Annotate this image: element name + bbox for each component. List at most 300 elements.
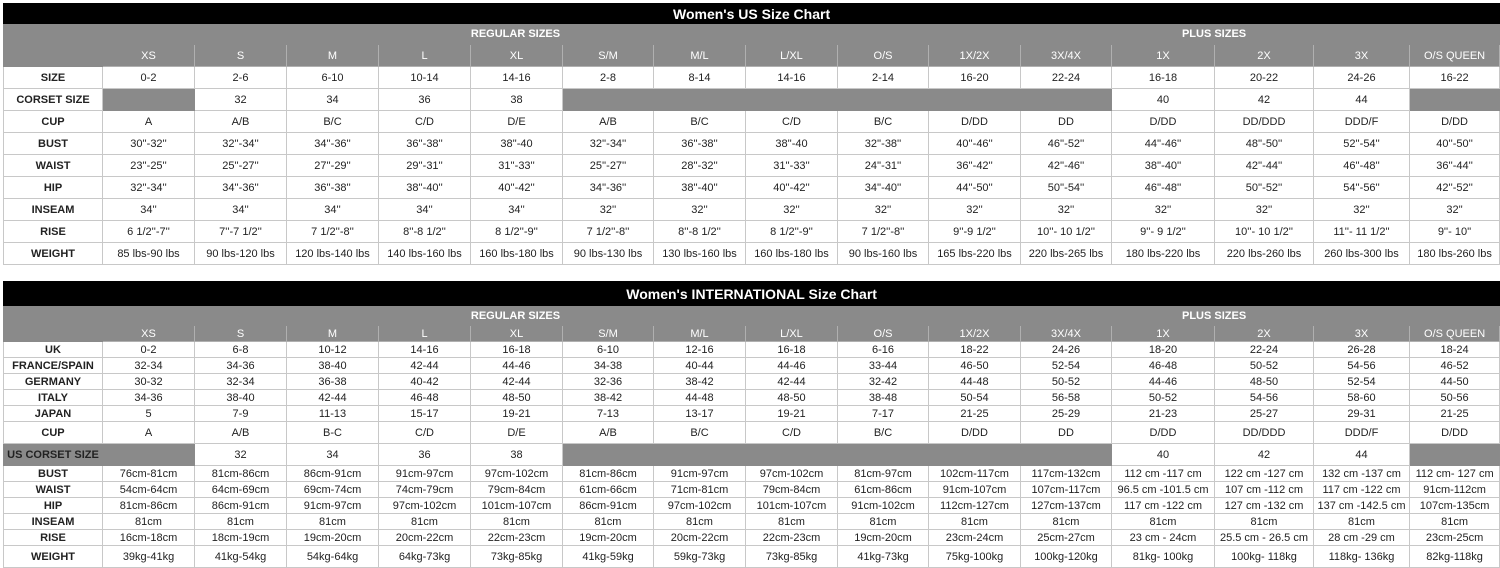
row-label-waist: WAIST — [4, 482, 103, 498]
table-cell: 32'' — [563, 199, 654, 221]
table-cell: 31''-33'' — [471, 155, 563, 177]
table-cell: DDD/F — [1314, 422, 1410, 444]
table-cell: 20cm-22cm — [654, 530, 746, 546]
table-cell: 81cm — [1314, 514, 1410, 530]
table-cell: 26-28 — [1314, 342, 1410, 358]
table-cell: 44-46 — [471, 358, 563, 374]
table-cell — [929, 89, 1021, 111]
table-cell — [1021, 89, 1112, 111]
table-cell: D/DD — [929, 422, 1021, 444]
table-cell: D/E — [471, 422, 563, 444]
size-header-m: M — [287, 326, 379, 342]
table-cell: 97cm-102cm — [746, 466, 838, 482]
row-label-size: SIZE — [4, 67, 103, 89]
size-header-s-m: S/M — [563, 45, 654, 67]
table-cell: 42-44 — [471, 374, 563, 390]
table-cell: 32'' — [838, 199, 929, 221]
table-cell: 56-58 — [1021, 390, 1112, 406]
table-cell: 81cm — [471, 514, 563, 530]
table-cell: 42-44 — [287, 390, 379, 406]
table-cell: 38-42 — [654, 374, 746, 390]
table-cell: 8-14 — [654, 67, 746, 89]
table-cell: A/B — [563, 111, 654, 133]
table-cell: 32'' — [654, 199, 746, 221]
table-cell: 50-52 — [1112, 390, 1215, 406]
table-cell: 25''-27'' — [563, 155, 654, 177]
table-cell: 34'' — [103, 199, 195, 221]
table-row — [4, 133, 1500, 155]
table-cell: 81cm — [195, 514, 287, 530]
size-header-l-xl: L/XL — [746, 326, 838, 342]
table-cell: 21-23 — [1112, 406, 1215, 422]
table-cell: 46-50 — [929, 358, 1021, 374]
table-cell: 29-31 — [1314, 406, 1410, 422]
size-header-1x: 1X — [1112, 326, 1215, 342]
table-cell: 2-6 — [195, 67, 287, 89]
table-cell: 81cm — [103, 514, 195, 530]
table-cell: 7 1/2''-8'' — [838, 221, 929, 243]
table-cell: 22-24 — [1021, 67, 1112, 89]
size-header-2x: 2X — [1215, 326, 1314, 342]
table-cell: 25.5 cm - 26.5 cm — [1215, 530, 1314, 546]
row-label-corset-size: CORSET SIZE — [4, 89, 103, 111]
table-cell: 22cm-23cm — [746, 530, 838, 546]
table-cell: 81cm — [1021, 514, 1112, 530]
table-row — [4, 111, 1500, 133]
table-cell: 38-42 — [563, 390, 654, 406]
table-cell: 102cm-117cm — [929, 466, 1021, 482]
table-cell: 32'' — [929, 199, 1021, 221]
table-cell: 73kg-85kg — [471, 546, 563, 568]
table-cell: 44''-50'' — [929, 177, 1021, 199]
table-cell: C/D — [746, 111, 838, 133]
table-cell: 18cm-19cm — [195, 530, 287, 546]
table-cell: 23cm-25cm — [1410, 530, 1500, 546]
table-cell: 8''-8 1/2'' — [654, 221, 746, 243]
table-cell: 59kg-73kg — [654, 546, 746, 568]
table-row — [4, 243, 1500, 265]
table-cell: A/B — [195, 111, 287, 133]
table-cell: 11''- 11 1/2'' — [1314, 221, 1410, 243]
table-cell: 48-50 — [471, 390, 563, 406]
table-cell: 50''-54'' — [1021, 177, 1112, 199]
table-cell: 54''-56'' — [1314, 177, 1410, 199]
row-label-cup: CUP — [4, 422, 103, 444]
intl-chart-title: Women's INTERNATIONAL Size Chart — [4, 282, 1500, 306]
table-cell: 140 lbs-160 lbs — [379, 243, 471, 265]
table-cell: 97cm-102cm — [379, 498, 471, 514]
table-cell: 19cm-20cm — [563, 530, 654, 546]
table-cell: 64kg-73kg — [379, 546, 471, 568]
table-cell: 18-20 — [1112, 342, 1215, 358]
table-cell: 7-9 — [195, 406, 287, 422]
table-cell: 40''-42'' — [471, 177, 563, 199]
table-cell: 7 1/2''-8'' — [287, 221, 379, 243]
table-cell: 180 lbs-260 lbs — [1410, 243, 1500, 265]
table-cell: 44 — [1314, 89, 1410, 111]
size-header-m-l: M/L — [654, 45, 746, 67]
size-header-o-s: O/S — [838, 45, 929, 67]
table-cell: 34-38 — [563, 358, 654, 374]
row-label-us-corset-size: US CORSET SIZE — [4, 444, 103, 466]
table-cell: 14-16 — [746, 67, 838, 89]
table-row — [4, 342, 1500, 358]
table-cell: 28 cm -29 cm — [1314, 530, 1410, 546]
row-label-bust: BUST — [4, 133, 103, 155]
table-cell: DD/DDD — [1215, 111, 1314, 133]
table-cell: 40 — [1112, 89, 1215, 111]
row-label-rise: RISE — [4, 530, 103, 546]
table-cell: 64cm-69cm — [195, 482, 287, 498]
size-header-s-m: S/M — [563, 326, 654, 342]
table-cell: 100kg-120kg — [1021, 546, 1112, 568]
row-label-hip: HIP — [4, 498, 103, 514]
table-cell: 32''-34'' — [563, 133, 654, 155]
table-cell: 46''-52'' — [1021, 133, 1112, 155]
table-cell: 0-2 — [103, 342, 195, 358]
table-cell: 24''-31'' — [838, 155, 929, 177]
table-cell: B/C — [654, 111, 746, 133]
table-cell: 44-46 — [746, 358, 838, 374]
size-header-3x: 3X — [1314, 45, 1410, 67]
table-cell: 32'' — [1410, 199, 1500, 221]
table-cell: 36''-44'' — [1410, 155, 1500, 177]
table-cell: 24-26 — [1021, 342, 1112, 358]
table-cell — [654, 444, 746, 466]
table-cell: 27''-29'' — [287, 155, 379, 177]
table-cell: 120 lbs-140 lbs — [287, 243, 379, 265]
table-cell: 101cm-107cm — [471, 498, 563, 514]
table-cell: 44''-46'' — [1112, 133, 1215, 155]
table-cell: 91cm-97cm — [379, 466, 471, 482]
row-label-germany: GERMANY — [4, 374, 103, 390]
table-cell: 7-17 — [838, 406, 929, 422]
table-cell — [746, 89, 838, 111]
table-row — [4, 390, 1500, 406]
table-cell: 81cm — [287, 514, 379, 530]
table-cell: 32''-34'' — [103, 177, 195, 199]
table-cell: D/DD — [1112, 111, 1215, 133]
table-cell: C/D — [746, 422, 838, 444]
table-cell: DD/DDD — [1215, 422, 1314, 444]
table-cell: 58-60 — [1314, 390, 1410, 406]
table-cell: 127 cm -132 cm — [1215, 498, 1314, 514]
size-header-xl: XL — [471, 326, 563, 342]
table-cell: 81cm — [379, 514, 471, 530]
table-cell: 22cm-23cm — [471, 530, 563, 546]
table-cell: 81kg- 100kg — [1112, 546, 1215, 568]
table-cell: 122 cm -127 cm — [1215, 466, 1314, 482]
table-cell: 132 cm -137 cm — [1314, 466, 1410, 482]
table-cell: 16-18 — [471, 342, 563, 358]
table-cell: 28''-32'' — [654, 155, 746, 177]
table-cell: C/D — [379, 422, 471, 444]
table-cell: 48''-50'' — [1215, 133, 1314, 155]
table-cell: 112 cm -117 cm — [1112, 466, 1215, 482]
table-cell: 107cm-135cm — [1410, 498, 1500, 514]
table-cell: 160 lbs-180 lbs — [471, 243, 563, 265]
table-cell: 38-40 — [287, 358, 379, 374]
table-cell: 91cm-102cm — [838, 498, 929, 514]
table-cell: 41kg-59kg — [563, 546, 654, 568]
table-cell: 34-36 — [195, 358, 287, 374]
table-cell: 44 — [1314, 444, 1410, 466]
table-cell: 112 cm- 127 cm — [1410, 466, 1500, 482]
table-cell: 31''-33'' — [746, 155, 838, 177]
table-cell: 25''-27'' — [195, 155, 287, 177]
table-row — [4, 422, 1500, 444]
table-cell: 8 1/2''-9'' — [471, 221, 563, 243]
table-cell: 74cm-79cm — [379, 482, 471, 498]
table-cell: 19-21 — [471, 406, 563, 422]
row-label-italy: ITALY — [4, 390, 103, 406]
table-cell: 2-8 — [563, 67, 654, 89]
table-cell: B/C — [654, 422, 746, 444]
row-label-france-spain: FRANCE/SPAIN — [4, 358, 103, 374]
regular-sizes-heading: REGULAR SIZES — [103, 306, 929, 326]
table-cell: 34''-36'' — [563, 177, 654, 199]
table-cell: 41kg-73kg — [838, 546, 929, 568]
table-cell: 46''-48'' — [1112, 177, 1215, 199]
table-cell: 81cm — [746, 514, 838, 530]
table-cell: 107cm-117cm — [1021, 482, 1112, 498]
table-cell: 23''-25'' — [103, 155, 195, 177]
table-cell: 91cm-97cm — [654, 466, 746, 482]
table-cell: 117 cm -122 cm — [1314, 482, 1410, 498]
international-size-chart — [3, 281, 1500, 568]
table-cell: 40-44 — [654, 358, 746, 374]
table-cell: 32'' — [1215, 199, 1314, 221]
table-cell: 18-22 — [929, 342, 1021, 358]
table-cell: 61cm-86cm — [838, 482, 929, 498]
table-cell: 16-18 — [746, 342, 838, 358]
table-cell: DD — [1021, 111, 1112, 133]
table-cell: 25-29 — [1021, 406, 1112, 422]
table-cell: 107 cm -112 cm — [1215, 482, 1314, 498]
table-cell: 82kg-118kg — [1410, 546, 1500, 568]
table-cell: 10-12 — [287, 342, 379, 358]
row-label-weight: WEIGHT — [4, 243, 103, 265]
size-header-1x-2x: 1X/2X — [929, 45, 1021, 67]
table-cell: DDD/F — [1314, 111, 1410, 133]
table-cell: 11-13 — [287, 406, 379, 422]
table-cell: 86cm-91cm — [563, 498, 654, 514]
table-cell: 32-34 — [103, 358, 195, 374]
size-header-l-xl: L/XL — [746, 45, 838, 67]
table-row — [4, 89, 1500, 111]
table-cell: 44-46 — [1112, 374, 1215, 390]
table-cell: 18-24 — [1410, 342, 1500, 358]
plus-sizes-heading: PLUS SIZES — [929, 306, 1500, 326]
row-label-waist: WAIST — [4, 155, 103, 177]
table-cell: 25-27 — [1215, 406, 1314, 422]
table-cell: 85 lbs-90 lbs — [103, 243, 195, 265]
table-cell: 34'' — [471, 199, 563, 221]
table-row — [4, 514, 1500, 530]
table-cell: 42''-44'' — [1215, 155, 1314, 177]
table-cell: 32'' — [1314, 199, 1410, 221]
table-cell — [746, 444, 838, 466]
table-cell: B/C — [838, 111, 929, 133]
table-cell: 6-16 — [838, 342, 929, 358]
table-cell: 46-48 — [1112, 358, 1215, 374]
table-cell: 91cm-112cm — [1410, 482, 1500, 498]
table-cell — [838, 89, 929, 111]
table-cell: 36-38 — [287, 374, 379, 390]
table-cell: 38 — [471, 89, 563, 111]
table-cell: 7-13 — [563, 406, 654, 422]
table-cell: 90 lbs-120 lbs — [195, 243, 287, 265]
table-cell: 46-48 — [379, 390, 471, 406]
table-cell: 54kg-64kg — [287, 546, 379, 568]
table-cell: 6-10 — [287, 67, 379, 89]
table-cell: 19-21 — [746, 406, 838, 422]
table-cell: 7''-7 1/2'' — [195, 221, 287, 243]
table-cell: 118kg- 136kg — [1314, 546, 1410, 568]
table-cell: 71cm-81cm — [654, 482, 746, 498]
table-cell: D/DD — [929, 111, 1021, 133]
table-cell: 50-54 — [929, 390, 1021, 406]
table-cell — [1410, 444, 1500, 466]
table-row — [4, 498, 1500, 514]
table-cell: 50-52 — [1215, 358, 1314, 374]
table-cell: 73kg-85kg — [746, 546, 838, 568]
table-row — [4, 155, 1500, 177]
size-header-3x-4x: 3X/4X — [1021, 45, 1112, 67]
table-cell: D/DD — [1410, 111, 1500, 133]
table-cell: 38 — [471, 444, 563, 466]
table-cell: 40''-46'' — [929, 133, 1021, 155]
size-header-1x: 1X — [1112, 45, 1215, 67]
table-cell: 12-16 — [654, 342, 746, 358]
table-cell — [929, 444, 1021, 466]
table-cell: 16cm-18cm — [103, 530, 195, 546]
corner-cell — [4, 24, 103, 67]
size-header-m: M — [287, 45, 379, 67]
row-label-uk: UK — [4, 342, 103, 358]
table-row — [4, 444, 1500, 466]
table-cell: 112cm-127cm — [929, 498, 1021, 514]
table-cell: 32'' — [1021, 199, 1112, 221]
size-header-l: L — [379, 45, 471, 67]
table-cell: D/DD — [1112, 422, 1215, 444]
table-cell: 79cm-84cm — [471, 482, 563, 498]
table-cell: 61cm-66cm — [563, 482, 654, 498]
table-row — [4, 530, 1500, 546]
table-cell: 16-20 — [929, 67, 1021, 89]
table-row — [4, 482, 1500, 498]
table-cell: 36''-38'' — [287, 177, 379, 199]
table-cell: 6-10 — [563, 342, 654, 358]
table-cell: 50''-52'' — [1215, 177, 1314, 199]
table-cell: 81cm — [563, 514, 654, 530]
table-cell: 30-32 — [103, 374, 195, 390]
size-header-2x: 2X — [1215, 45, 1314, 67]
table-cell: 54cm-64cm — [103, 482, 195, 498]
table-cell: 29''-31'' — [379, 155, 471, 177]
table-row — [4, 199, 1500, 221]
table-cell: 137 cm -142.5 cm — [1314, 498, 1410, 514]
row-label-rise: RISE — [4, 221, 103, 243]
table-row — [4, 374, 1500, 390]
row-label-bust: BUST — [4, 466, 103, 482]
table-cell: 0-2 — [103, 67, 195, 89]
table-cell: 42 — [1215, 444, 1314, 466]
table-cell: 34-36 — [103, 390, 195, 406]
table-cell: 41kg-54kg — [195, 546, 287, 568]
table-cell: B/C — [287, 111, 379, 133]
table-cell: 86cm-91cm — [287, 466, 379, 482]
table-cell: B/C — [838, 422, 929, 444]
table-cell: 81cm-97cm — [838, 466, 929, 482]
row-label-weight: WEIGHT — [4, 546, 103, 568]
row-label-cup: CUP — [4, 111, 103, 133]
table-cell: 5 — [103, 406, 195, 422]
table-cell: 32''-38'' — [838, 133, 929, 155]
table-cell: 36 — [379, 89, 471, 111]
table-cell: B-C — [287, 422, 379, 444]
table-cell: 36''-38'' — [379, 133, 471, 155]
table-cell — [654, 89, 746, 111]
table-cell: 34''-36'' — [287, 133, 379, 155]
table-cell: 20cm-22cm — [379, 530, 471, 546]
table-cell: 32-34 — [195, 374, 287, 390]
table-cell: 81cm — [1410, 514, 1500, 530]
table-cell: 81cm-86cm — [195, 466, 287, 482]
row-label-japan: JAPAN — [4, 406, 103, 422]
table-cell: 91cm-97cm — [287, 498, 379, 514]
table-cell: 90 lbs-130 lbs — [563, 243, 654, 265]
table-cell: 40''-42'' — [746, 177, 838, 199]
table-cell: 97cm-102cm — [471, 466, 563, 482]
size-header-xl: XL — [471, 45, 563, 67]
table-cell: 34'' — [287, 199, 379, 221]
table-cell: 32''-34'' — [195, 133, 287, 155]
table-cell — [838, 444, 929, 466]
table-cell: 40''-50'' — [1410, 133, 1500, 155]
table-cell: 165 lbs-220 lbs — [929, 243, 1021, 265]
table-cell: 10''- 10 1/2'' — [1021, 221, 1112, 243]
table-cell: 10-14 — [379, 67, 471, 89]
table-cell: 160 lbs-180 lbs — [746, 243, 838, 265]
table-cell: 117 cm -122 cm — [1112, 498, 1215, 514]
table-cell: 23cm-24cm — [929, 530, 1021, 546]
size-header-o-s-queen: O/S QUEEN — [1410, 45, 1500, 67]
table-cell: 117cm-132cm — [1021, 466, 1112, 482]
size-header-o-s-queen: O/S QUEEN — [1410, 326, 1500, 342]
table-cell: 32 — [195, 89, 287, 111]
table-cell: 81cm — [838, 514, 929, 530]
table-cell: 9''- 10'' — [1410, 221, 1500, 243]
size-header-s: S — [195, 326, 287, 342]
table-cell: 50-52 — [1021, 374, 1112, 390]
table-cell: A — [103, 111, 195, 133]
table-cell: 30''-32'' — [103, 133, 195, 155]
table-cell: 9''-9 1/2'' — [929, 221, 1021, 243]
row-label-inseam: INSEAM — [4, 199, 103, 221]
table-cell: 22-24 — [1215, 342, 1314, 358]
table-cell: 96.5 cm -101.5 cm — [1112, 482, 1215, 498]
table-cell: 46''-48'' — [1314, 155, 1410, 177]
table-cell: 36''-42'' — [929, 155, 1021, 177]
table-cell: 38''-40 — [746, 133, 838, 155]
plus-sizes-heading: PLUS SIZES — [929, 24, 1500, 45]
table-row — [4, 546, 1500, 568]
size-header-s: S — [195, 45, 287, 67]
table-cell: 38-48 — [838, 390, 929, 406]
table-cell: 42''-52'' — [1410, 177, 1500, 199]
table-cell: 9''- 9 1/2'' — [1112, 221, 1215, 243]
